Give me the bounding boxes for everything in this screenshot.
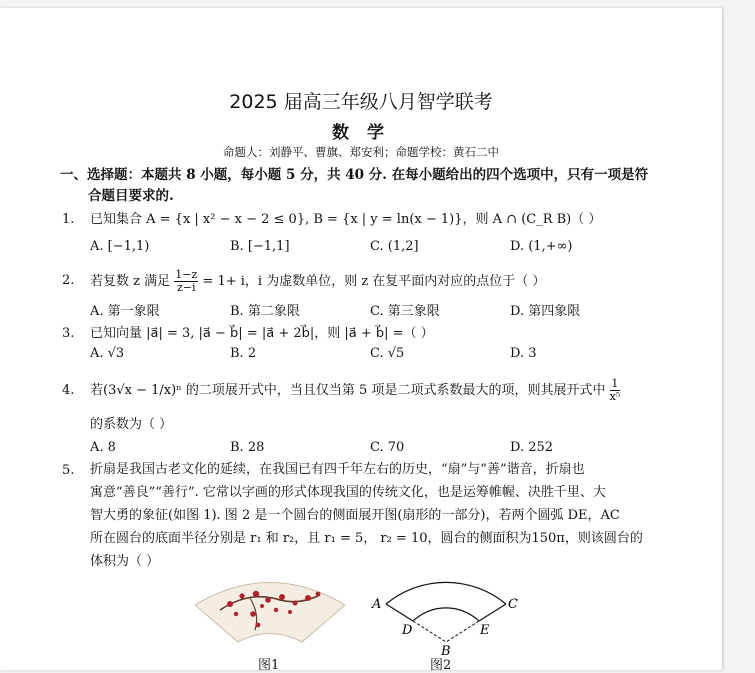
option-c: C. (1,2] (370, 239, 419, 254)
question-text-a: 若复数 z 满足 (90, 274, 171, 289)
option-a: A. 第一象限 (90, 304, 160, 319)
option-c: C. 70 (370, 440, 405, 455)
question-4-continued: 的系数为（ ） (90, 417, 173, 432)
question-text: 已知向量 |a⃗| = 3, |a⃗ − b⃗| = |a⃗ + 2b⃗|，则 |a⃗ + b⃗| =（ ） (90, 326, 434, 341)
option-b: B. 2 (230, 346, 257, 361)
label-a: A (372, 597, 382, 612)
exam-authors: 命题人：刘静平、曹旗、郑安利；命题学校：黄石二中 (223, 145, 499, 159)
question-5-line: 寓意“善良”“善行”. 它常以字画的形式体现我国的传统文化，也是运筹帷幄、决胜千里、大 (90, 485, 606, 500)
option-b: B. [−1,1] (230, 239, 290, 254)
option-a: A. [−1,1) (90, 239, 150, 254)
arc-ac (386, 582, 506, 604)
question-5-text (90, 458, 650, 573)
question-number: 5. (62, 463, 75, 478)
fraction-denominator: z−i (177, 281, 196, 294)
section-heading (60, 165, 660, 207)
question-5-line: 智大勇的象征(如图 1). 图 2 是一个圆台的侧面展开图(扇形的一部分)，若两个圆弧 DE，AC (90, 508, 620, 523)
figure-1-caption: 图1 (258, 658, 280, 673)
question-number: 2. (62, 273, 75, 288)
fraction (610, 378, 621, 403)
edge-ce (479, 604, 506, 621)
arc-de (413, 608, 479, 621)
option-d: D. 3 (510, 346, 537, 361)
fan-shape (195, 583, 345, 643)
label-e: E (480, 623, 490, 638)
dashed-edge-db (413, 621, 446, 642)
exam-title: 2025 届高三年级八月智学联考 (229, 91, 493, 113)
question-5-line: 体积为（ ） (90, 554, 160, 569)
question-number: 4. (62, 383, 75, 398)
option-a: A. √3 (90, 346, 125, 361)
option-c: C. √5 (370, 346, 405, 361)
label-d: D (402, 623, 413, 638)
option-d: D. 第四象限 (510, 304, 581, 319)
question-5-line: 所在圆台的底面半径分别是 r₁ 和 r₂，且 r₁ = 5， r₂ = 10，圆台的侧面积为150π，则该圆台的 (90, 531, 643, 546)
question-text (90, 378, 650, 403)
sector-figure-2 (368, 568, 528, 656)
option-b: B. 第二象限 (230, 304, 300, 319)
option-b: B. 28 (230, 440, 265, 455)
dashed-edge-eb (446, 621, 479, 642)
option-c: C. 第三象限 (370, 304, 440, 319)
edge-ad (386, 604, 413, 621)
question-number: 1. (62, 212, 75, 227)
question-text-a: 若(3√x − 1/x)ⁿ 的二项展开式中，当且仅当第 5 项是二项式系数最大的项，则其展开式中 (90, 383, 606, 398)
section-heading-line1: 一、选择题：本题共 8 小题，每小题 5 分，共 40 分. 在每小题给出的四个选项中，只有一项是符 (60, 167, 649, 183)
question-text-b: = 1+ i，i 为虚数单位，则 z 在复平面内对应的点位于（ ） (202, 274, 546, 289)
question-text: 已知集合 A = {x | x² − x − 2 ≤ 0}, B = {x | y = ln(x − 1)}，则 A ∩ (C_R B)（ ） (90, 212, 602, 227)
figure-2-caption: 图2 (430, 658, 452, 673)
question-number: 3. (62, 326, 75, 341)
fraction-numerator: 1−z (175, 268, 198, 281)
question-5-line: 折扇是我国古老文化的延续，在我国已有四千年左右的历史，“扇”与“善”谐音，折扇也 (90, 462, 585, 477)
option-a: A. 8 (90, 440, 116, 455)
section-heading-line2: 合题目要求的. (88, 188, 174, 204)
fraction-denominator: x⁵ (609, 390, 621, 403)
option-d: D. 252 (510, 440, 554, 455)
label-c: C (508, 597, 518, 612)
option-d: D. (1,+∞) (510, 239, 573, 254)
fan-figure-1 (190, 570, 350, 650)
question-text (90, 269, 545, 294)
fraction-numerator: 1 (611, 377, 619, 390)
exam-subject: 数 学 (332, 123, 390, 143)
label-b: B (441, 644, 451, 656)
fraction (174, 269, 198, 294)
